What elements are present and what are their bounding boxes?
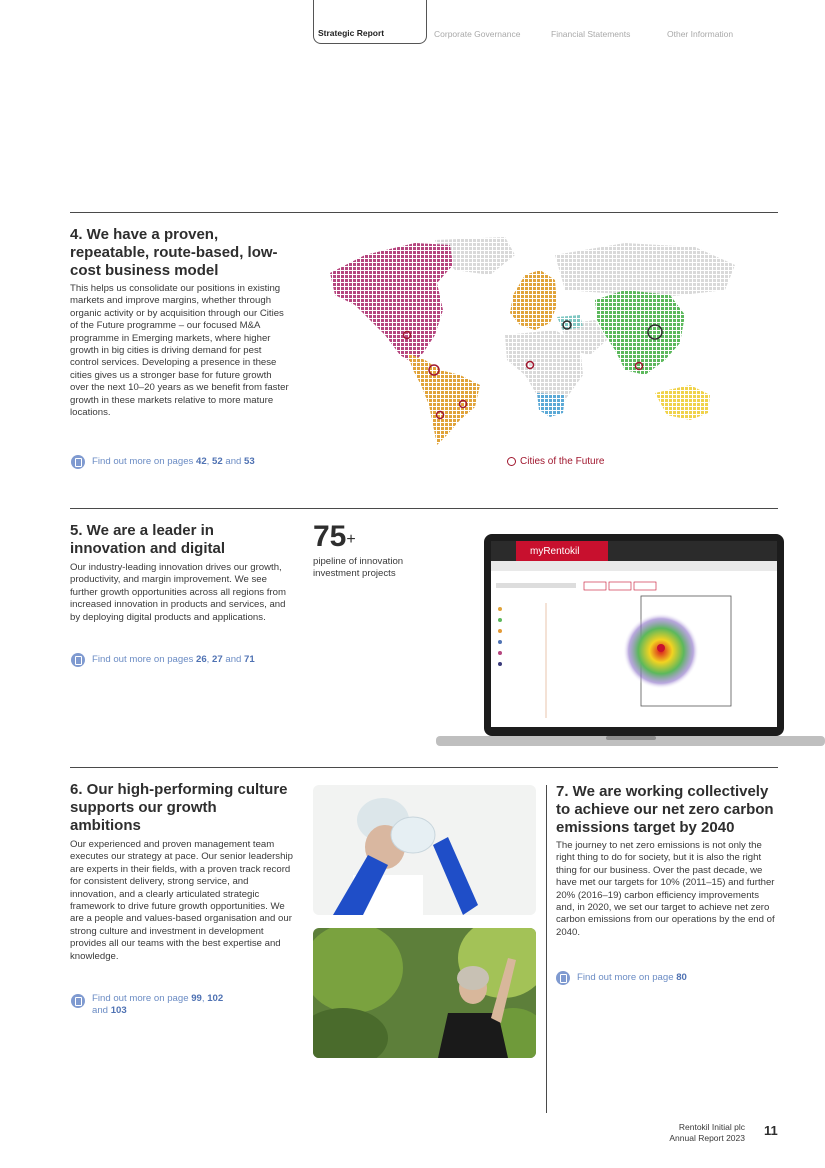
laptop-image: [436, 533, 825, 748]
footer-company-name: Rentokil Initial plc: [678, 1122, 745, 1132]
section7-body: The journey to net zero emissions is not only the right thing to do for society, but it is also the right thing for our business. Over the past decade, we have met our targets for 10% (2011–15) and further 20% (2016–19) carbon efficiency improvements and, in 2020, we set our target to achieve net zero carbon emissions from our operations by the end of 2040.: [556, 840, 775, 938]
nav-item-financial-statements[interactable]: Financial Statements: [551, 29, 631, 39]
section5-find-more-link[interactable]: Find out more on pages 26, 27 and 71: [92, 654, 255, 665]
page-link[interactable]: 42: [196, 456, 207, 467]
document-icon: [556, 971, 570, 985]
innovation-stat-value: 75: [313, 520, 347, 553]
europe-region: [510, 270, 557, 330]
innovation-stat-suffix: +: [346, 531, 356, 548]
innovation-stat-label: pipeline of innovation investment projects: [313, 556, 404, 580]
section6-find-more-link[interactable]: Find out more on page 99, 102 and 103: [92, 993, 224, 1016]
section7-find-more-link[interactable]: [577, 972, 687, 984]
section4-body: This helps us consolidate our positions in existing markets and improve margins, whether through organic activity or by acquisition through our Cities of the Future programme – our focused M&A programme in Emerging markets, where higher growth in big cities is driving demand for pest control services. Developing a presence in these cities gives us a stronger base for future growth over the next 10–20 years as we benefit from faster growth in these markets relative to more mature locations.: [70, 283, 289, 419]
find-more-prefix: Find out more on page: [577, 972, 677, 983]
section6-body: Our experienced and proven management team executes our strategy at pace. Our senior leadership are experts in their fields, with a proven track record for consistent delivery, strong service, and innovation, and a clearly articulated strategic framework to drive future growth opportunities. We are a people and values-based organisation and our strong culture and investment in development provides all our teams with the best expertise and knowledge.: [70, 839, 293, 962]
footer-report-name: Annual Report 2023: [669, 1133, 745, 1143]
page-link[interactable]: 103: [110, 1005, 127, 1016]
section6-title: 6. Our high-performing culture supports our growth ambitions: [70, 781, 288, 834]
section5-title: 5. We are a leader in innovation and digital: [70, 522, 225, 557]
myrentokil-logo: myRentokil: [530, 546, 580, 557]
greenhouse-photo: [313, 928, 536, 1058]
southern-africa-region: [537, 393, 565, 417]
page-link[interactable]: 102: [207, 993, 224, 1004]
section4-find-more-link[interactable]: Find out more on pages 42, 52 and 53: [92, 456, 255, 467]
page-link[interactable]: 52: [212, 456, 223, 467]
north-asia-region: [555, 243, 735, 297]
world-map: [325, 235, 745, 450]
section-divider: [70, 212, 778, 213]
section-divider: [70, 767, 778, 768]
page-link[interactable]: 71: [244, 654, 255, 665]
document-icon: [71, 994, 85, 1008]
section-divider: [70, 508, 778, 509]
find-more-prefix: Find out more on pages: [92, 654, 196, 665]
nav-tab-label: Strategic Report: [318, 28, 385, 38]
north-america-region: [330, 243, 453, 363]
section5-body: Our industry-leading innovation drives our growth, productivity, and margin improvement. We see further growth opportunities across all regions from increased innovation in products and services, and by deploying digital products and applications.: [70, 562, 286, 623]
page-link[interactable]: 26: [196, 654, 207, 665]
page-link[interactable]: 53: [244, 456, 255, 467]
innovation-stat: [313, 520, 356, 554]
page-link[interactable]: 99: [191, 993, 202, 1004]
column-divider: [546, 785, 547, 1113]
find-more-prefix: Find out more on page: [92, 993, 192, 1004]
section7-title: 7. We are working collectively to achieve our net zero carbon emissions target by 2040: [556, 783, 774, 836]
page-link[interactable]: 27: [212, 654, 223, 665]
australia-region: [655, 385, 710, 420]
section4-title: 4. We have a proven, repeatable, route-based, low-cost business model: [70, 226, 278, 279]
document-icon: [71, 653, 85, 667]
lab-scientist-photo: [313, 785, 536, 915]
nav-item-other-information[interactable]: Other Information: [667, 29, 734, 39]
cities-legend-label: Cities of the Future: [520, 456, 605, 467]
footer-company: [669, 1122, 745, 1144]
find-more-prefix: Find out more on pages: [92, 456, 196, 467]
page-number: 11: [764, 1123, 778, 1138]
page-link[interactable]: 80: [676, 972, 687, 983]
nav-item-corporate-governance[interactable]: Corporate Governance: [434, 29, 521, 39]
nav-tab-strategic-report[interactable]: [313, 0, 427, 44]
document-icon: [71, 455, 85, 469]
south-america-region: [407, 353, 480, 445]
cities-legend-icon: [507, 457, 516, 466]
